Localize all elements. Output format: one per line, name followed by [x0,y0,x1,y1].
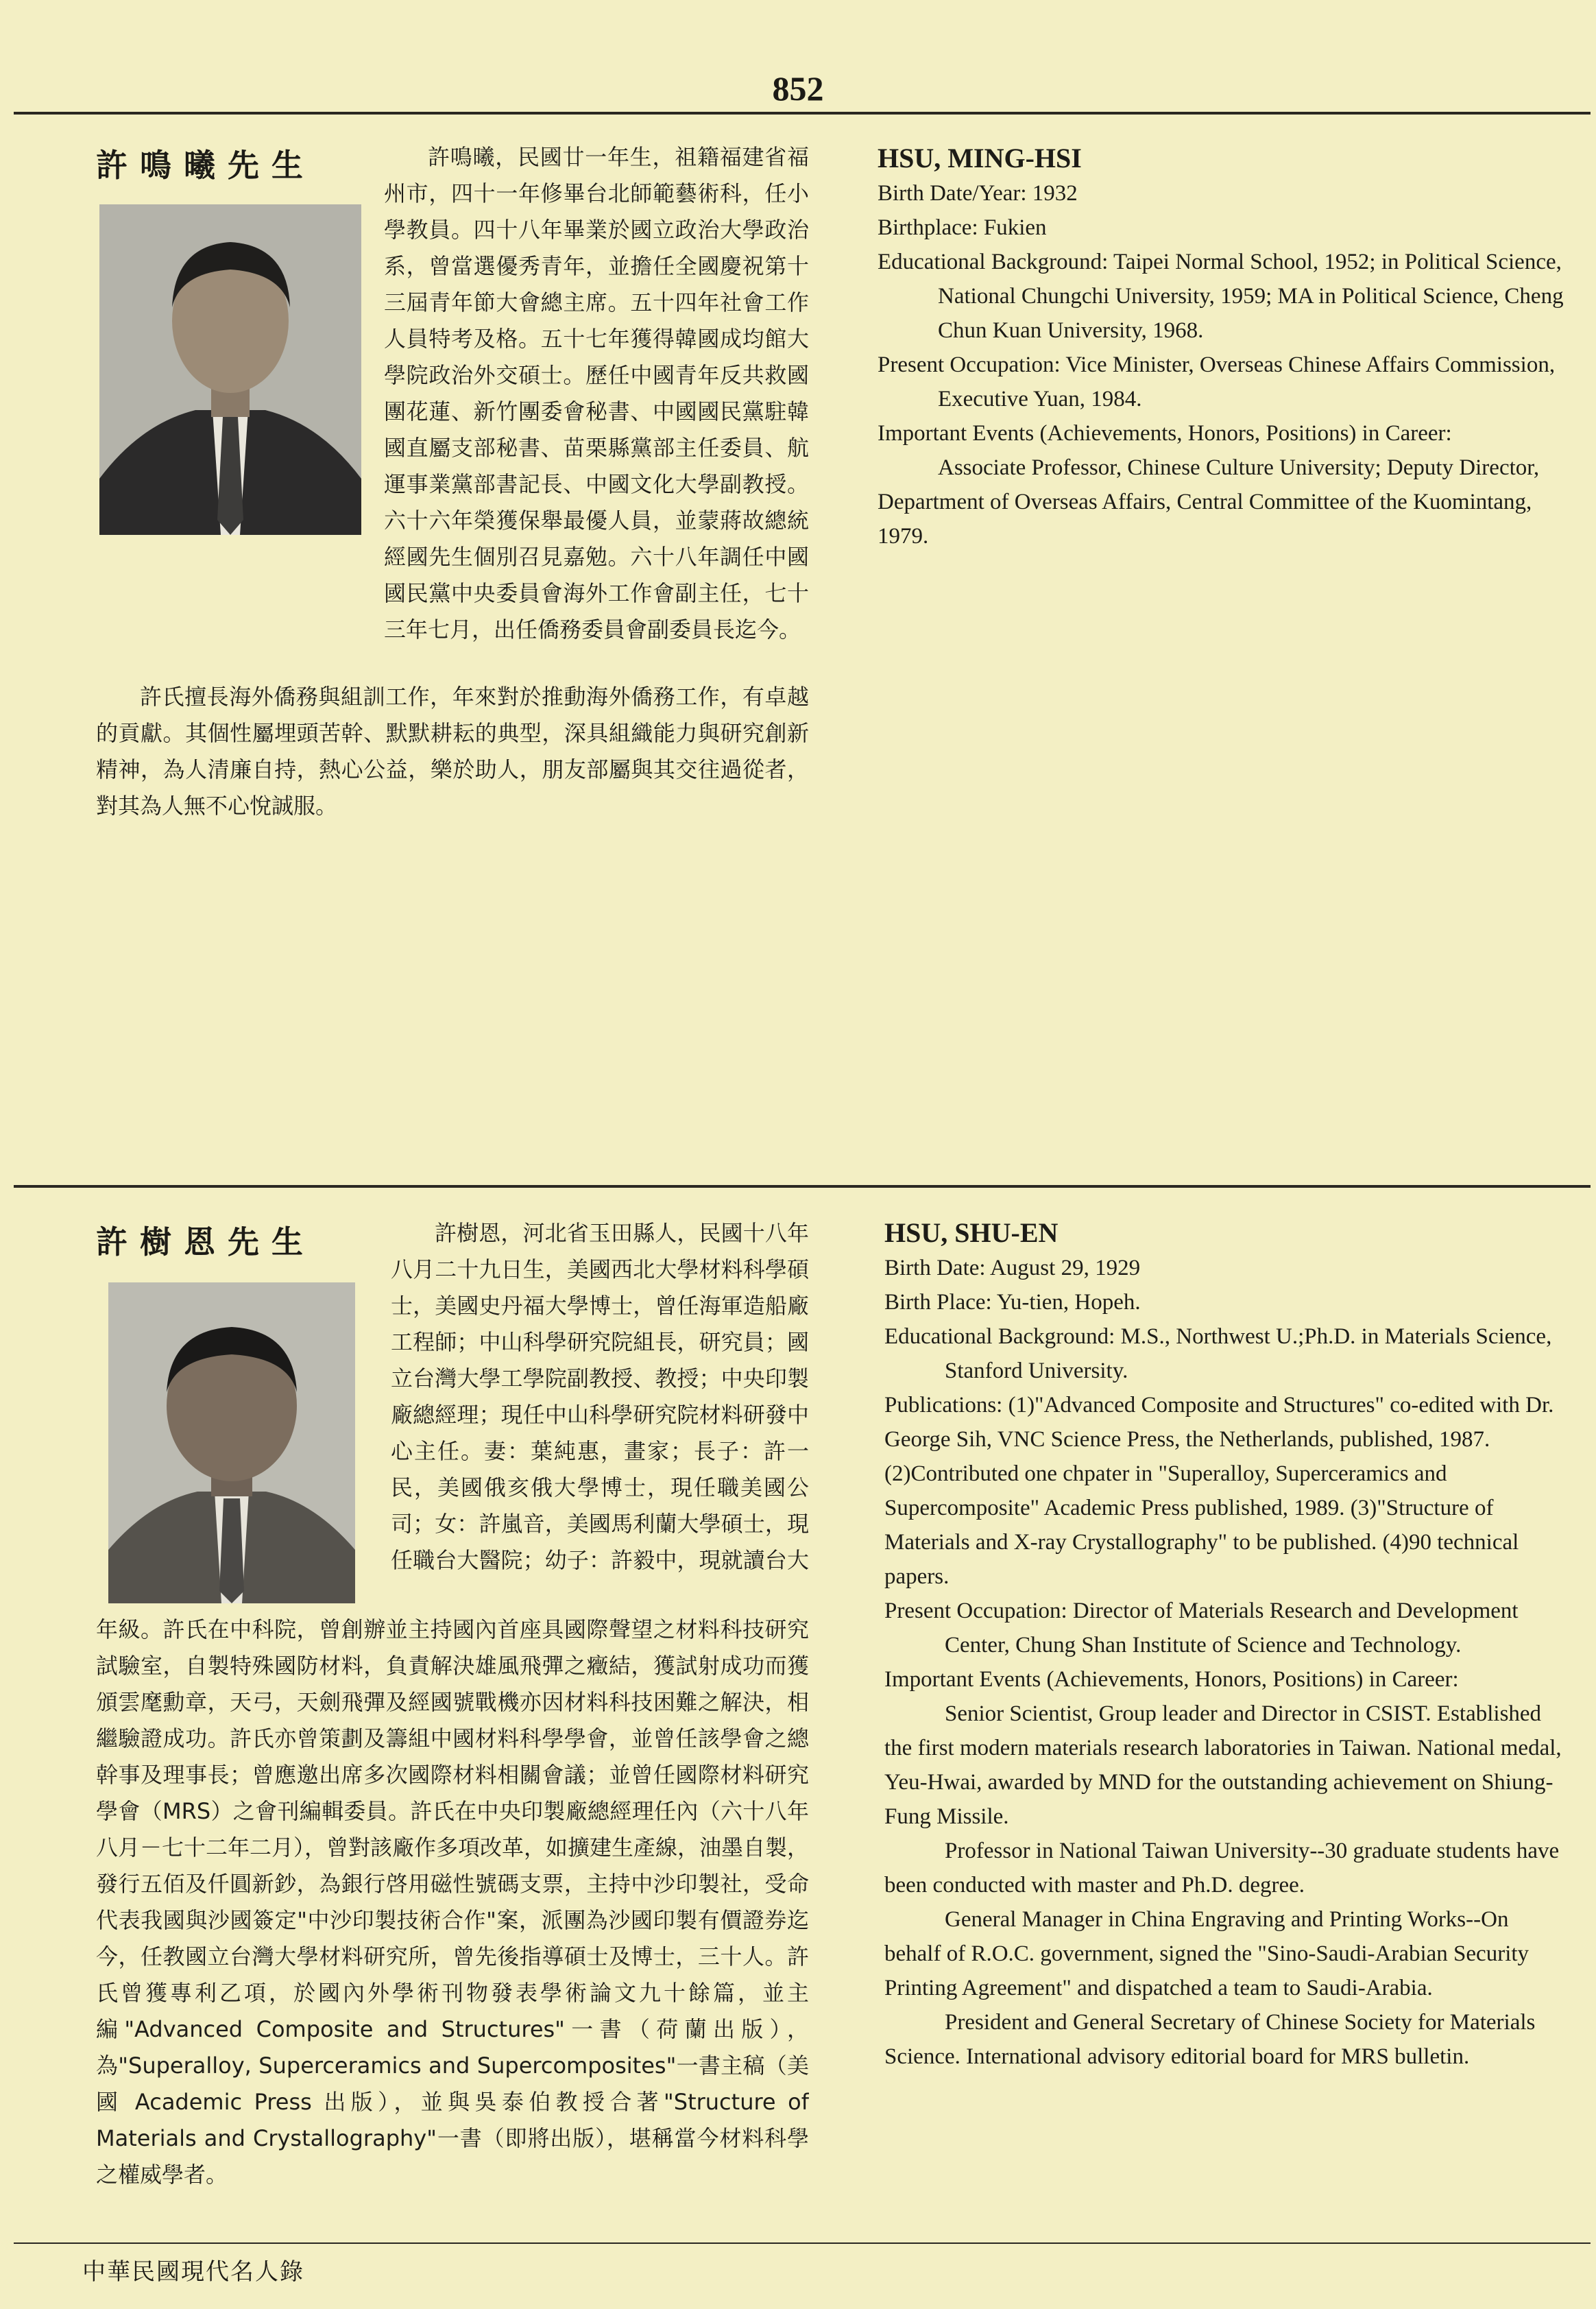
entry1-occupation: Present Occupation: Vice Minister, Overseas Chinese Affairs Commission, Executive Yuan, 1984. [878,352,1556,411]
entry2-events-heading: Important Events (Achievements, Honors, Positions) in Career: [884,1667,1459,1692]
entry2-publications-continued: (2)Contributed one chpater in "Superalloy, Superceramics and Supercomposite" Academic Press published, 1989. (3)"Structure of Materials and X-ray Crystallography" to be published. (4)90 technical papers. [884,1461,1519,1589]
bottom-rule [14,2242,1591,2244]
top-rule [14,112,1591,115]
entry1-events: Associate Professor, Chinese Culture University; Deputy Director, Department of Overseas Affairs, Central Committee of the Kuomintang, 1979. [878,455,1540,549]
entry2-bio-chinese-top [391,1215,809,1579]
entry2-occupation: Present Occupation: Director of Materials Research and Development Center, Chung Shan Institute of Science and Technology. [884,1599,1519,1658]
page-number: 852 [772,69,824,108]
entry1-bio-paragraph-1: 許鳴曦，民國廿一年生，祖籍福建省福州市，四十一年修畢台北師範藝術科，任小學教員。四十八年畢業於國立政治大學政治系，曾當選優秀青年，並擔任全國慶祝第十三屆青年節大會總主席。五十四年社會工作人員特考及格。五十七年獲得韓國成均館大學院政治外交碩士。歷任中國青年反共救國團花蓮、新竹團委會秘書、中國國民黨駐韓國直屬支部秘書、苗栗縣黨部主任委員、航運事業黨部書記長、中國文化大學副教授。六十六年榮獲保舉最優人員，並蒙蔣故總統經國先生個別召見嘉勉。六十八年調任中國國民黨中央委員會海外工作會副主任，七十三年七月，出任僑務委員會副委員長迄今。 [384,144,809,643]
entry2-english-name: HSU, SHU-EN [884,1217,1059,1248]
entry1-english-block [878,141,1567,553]
entry2-bio-paragraph-continued: 年級。許氏在中科院，曾創辦並主持國內首座具國際聲望之材料科技研究試驗室，自製特殊國防材料，負責解決雄風飛彈之癥結，獲試射成功而獲頒雲麾勳章，天弓，天劍飛彈及經國號戰機亦因材料科技困難之解決，相繼驗證成功。許氏亦曾策劃及籌組中國材料科學學會，並曾任該學會之總幹事及理事長；曾應邀出席多次國際材料相關會議；並曾任國際材料研究學會（MRS）之會刊編輯委員。許氏在中央印製廠總經理任內（六十八年八月－七十二年二月），曾對該廠作多項改革，如擴建生產線，油墨自製，發行五佰及仟圓新鈔，為銀行啓用磁性號碼支票，主持中沙印製社，受命代表我國與沙國簽定"中沙印製技術合作"案，派團為沙國印製有價證券迄今，任教國立台灣大學材料研究所，曾先後指導碩士及博士，三十人。許氏曾獲專利乙項，於國內外學術刊物發表學術論文九十餘篇，並主編"Advanced Composite and Structures"一書（荷蘭出版），為"Superalloy, Superceramics and Supercomposites"一書主稿（美國 Academic Press 出版），並與吳泰伯教授合著"Structure of Materials and Crystallography"一書（即將出版），堪稱當今材料科學之權威學者。 [96,1616,809,2188]
portrait-figure-icon [108,1282,355,1603]
entry2-education: Educational Background: M.S., Northwest U.;Ph.D. in Materials Science, Stanford University. [884,1324,1552,1383]
entry1-events-heading: Important Events (Achievements, Honors, Positions) in Career: [878,421,1452,446]
entry2-event-1: Senior Scientist, Group leader and Director in CSIST. Established the first modern materials research laboratories in Taiwan. National medal, Yeu-Hwai, awarded by MND for the outstanding achievement on Shiung-Fung Missile. [884,1701,1562,1829]
entry2-english-block [884,1215,1563,2074]
middle-rule [14,1185,1591,1188]
entry2-chinese-name: 許樹恩先生 [96,1223,315,1260]
portrait-figure-icon [99,204,361,535]
entry1-bio-chinese-bottom [96,679,809,824]
entry2-publications: Publications: (1)"Advanced Composite and Structures" co-edited with Dr. George Sih, VNC Science Press, the Netherlands, published, 1987. [884,1393,1554,1452]
entry1-education: Educational Background: Taipei Normal School, 1952; in Political Science, National Chungchi University, 1959; MA in Political Science, Cheng Chun Kuan University, 1968. [878,250,1564,343]
entry1-birthplace: Birthplace: Fukien [878,215,1047,240]
entry2-event-3: General Manager in China Engraving and Printing Works--On behalf of R.O.C. government, signed the "Sino-Saudi-Arabian Security Printing Agreement" and dispatched a team to Saudi-Arabia. [884,1907,1530,2000]
entry1-bio-chinese-top [384,139,809,648]
entry1-english-name: HSU, MING-HSI [878,143,1082,174]
entry2-birthplace: Birth Place: Yu-tien, Hopeh. [884,1290,1141,1315]
entry2-event-2: Professor in National Taiwan University--30 graduate students have been conducted with master and Ph.D. degree. [884,1839,1560,1898]
entry1-bio-paragraph-2: 許氏擅長海外僑務與組訓工作，年來對於推動海外僑務工作，有卓越的貢獻。其個性屬埋頭苦幹、默默耕耘的典型，深具組織能力與研究創新精神，為人清廉自持，熱心公益，樂於助人，朋友部屬與其交往過從者，對其為人無不心悅誠服。 [96,684,809,819]
entry1-chinese-name: 許鳴曦先生 [96,147,315,184]
entry2-bio-chinese-bottom [96,1612,809,2236]
portrait-photo-hsu-shu-en [108,1282,355,1603]
book-title-footer: 中華民國現代名人錄 [82,2258,304,2286]
entry2-bio-paragraph-top: 許樹恩，河北省玉田縣人，民國十八年八月二十九日生，美國西北大學材料科學碩士，美國史丹福大學博士，曾任海軍造船廠工程師；中山科學研究院組長，研究員；國立台灣大學工學院副教授、教授；中央印製廠總經理；現任中山科學研究院材料研發中心主任。妻：葉純惠，畫家；長子：許一民，美國俄亥俄大學博士，現任職美國公司；女：許嵐音，美國馬利蘭大學碩士，現任職台大醫院；幼子：許毅中，現就讀台大 [391,1220,809,1573]
entry2-birth-date: Birth Date: August 29, 1929 [884,1256,1141,1280]
portrait-photo-hsu-ming-hsi [99,204,361,535]
entry2-event-4: President and General Secretary of Chinese Society for Materials Science. International advisory editorial board for MRS bulletin. [884,2010,1536,2069]
entry1-birth-date: Birth Date/Year: 1932 [878,181,1078,206]
